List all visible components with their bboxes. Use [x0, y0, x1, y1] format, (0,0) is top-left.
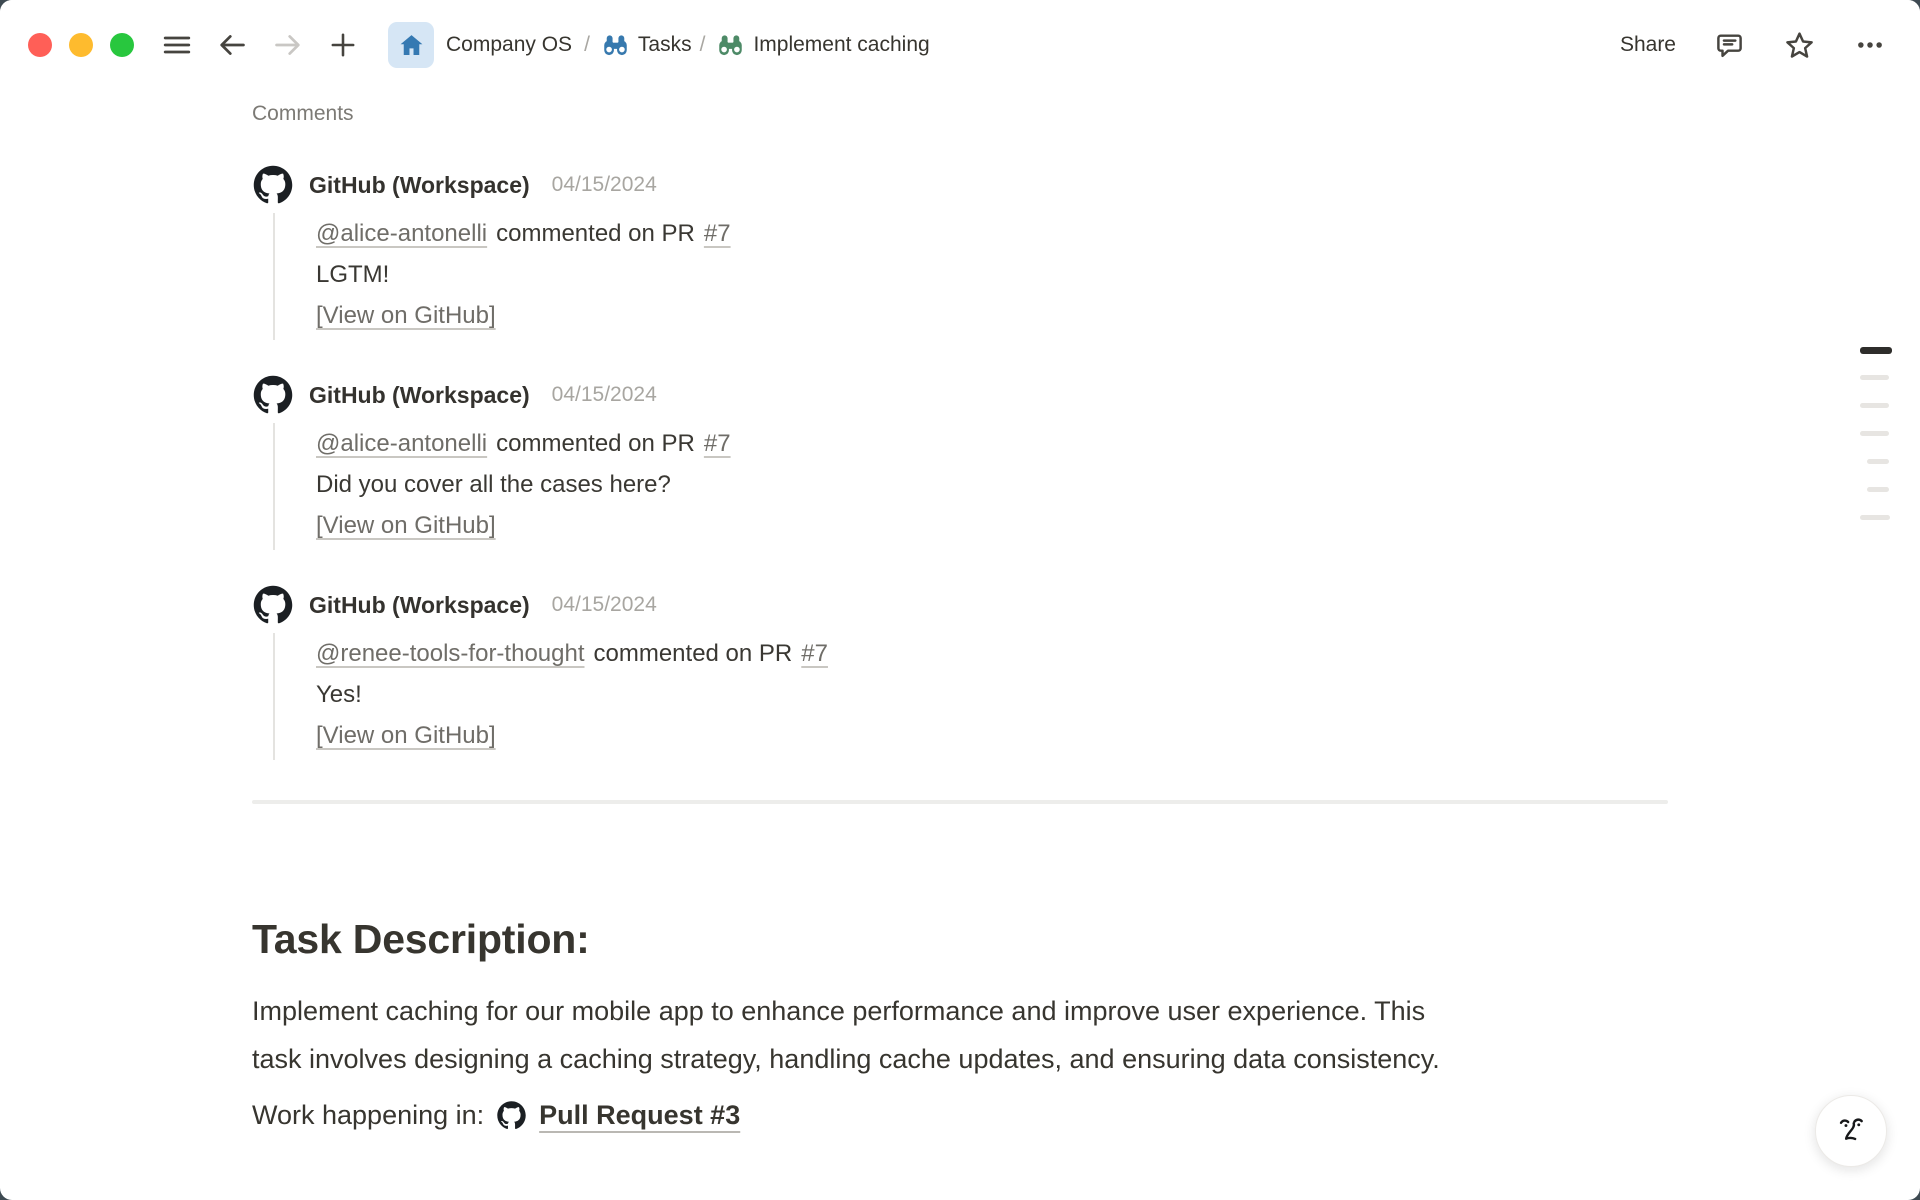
breadcrumb-separator: / — [584, 33, 590, 56]
breadcrumb-tasks[interactable]: Tasks — [598, 32, 692, 59]
comment-action-text: commented on PR — [593, 640, 793, 667]
mention-link[interactable]: @renee-tools-for-thought — [316, 640, 585, 667]
pr-number-link[interactable]: #7 — [703, 430, 731, 457]
view-on-github-link[interactable]: [View on GitHub] — [316, 302, 496, 329]
comment-item — [252, 164, 1668, 340]
toc-dash[interactable] — [1860, 515, 1890, 520]
breadcrumb-company-os[interactable]: Company OS — [446, 33, 573, 56]
comment-date: 04/15/2024 — [551, 593, 657, 616]
github-avatar — [252, 164, 294, 206]
comment-item — [252, 584, 1668, 760]
comments-section-label: Comments — [252, 102, 354, 125]
comments-bubble-icon[interactable] — [1714, 30, 1745, 61]
task-description-paragraph: Implement caching for our mobile app to enhance performance and improve user experience. This task involves designing a caching strategy, handling cache updates, and ensuring data consistency. — [252, 996, 1440, 1074]
favorite-star-icon[interactable] — [1783, 29, 1816, 62]
comment-author: GitHub (Workspace) — [309, 381, 530, 408]
comment-body — [273, 633, 1668, 760]
binoculars-icon-green — [717, 32, 744, 59]
comment-date: 04/15/2024 — [551, 173, 657, 196]
breadcrumb — [442, 32, 930, 59]
work-happening-label: Work happening in: — [252, 1100, 485, 1130]
share-button[interactable]: Share — [1619, 33, 1676, 56]
mention-link[interactable]: @alice-antonelli — [316, 220, 488, 247]
toc-dash[interactable] — [1867, 487, 1889, 492]
work-happening-line — [252, 1100, 1668, 1131]
comment-item — [252, 374, 1668, 550]
zoom-window-button[interactable] — [110, 33, 134, 57]
github-icon — [496, 1100, 527, 1131]
toc-dash[interactable] — [1860, 403, 1889, 408]
task-description-heading: Task Description: — [252, 916, 590, 962]
forward-arrow-icon[interactable] — [272, 29, 304, 61]
pr-number-link[interactable]: #7 — [703, 220, 731, 247]
github-avatar — [252, 584, 294, 626]
new-page-icon[interactable] — [328, 30, 358, 60]
comment-body — [273, 423, 1668, 550]
more-options-icon[interactable] — [1854, 29, 1886, 61]
back-arrow-icon[interactable] — [216, 29, 248, 61]
minimize-window-button[interactable] — [69, 33, 93, 57]
comment-author: GitHub (Workspace) — [309, 591, 530, 618]
toc-dash-active[interactable] — [1860, 347, 1892, 354]
comment-date: 04/15/2024 — [551, 383, 657, 406]
close-window-button[interactable] — [28, 33, 52, 57]
section-divider — [252, 800, 1668, 804]
toc-dash[interactable] — [1860, 375, 1889, 380]
view-on-github-link[interactable]: [View on GitHub] — [316, 512, 496, 539]
toc-dash[interactable] — [1867, 459, 1889, 464]
window-controls — [28, 33, 134, 57]
comment-author: GitHub (Workspace) — [309, 171, 530, 198]
home-icon[interactable] — [388, 22, 434, 68]
breadcrumb-implement-caching[interactable]: Implement caching — [713, 32, 929, 59]
page-content — [252, 102, 1668, 1131]
binoculars-icon-blue — [602, 32, 629, 59]
mention-link[interactable]: @alice-antonelli — [316, 430, 488, 457]
toc-dash[interactable] — [1860, 431, 1889, 436]
comment-text: LGTM! — [316, 261, 390, 288]
view-on-github-link[interactable]: [View on GitHub] — [316, 722, 496, 749]
breadcrumb-separator: / — [699, 33, 706, 56]
sidebar-menu-icon[interactable] — [162, 30, 192, 60]
topbar — [0, 0, 1920, 90]
pr-number-link[interactable]: #7 — [801, 640, 828, 667]
comment-action-text: commented on PR — [496, 430, 695, 457]
ai-face-icon — [1830, 1110, 1872, 1152]
github-avatar — [252, 374, 294, 416]
pull-request-link[interactable]: Pull Request #3 — [539, 1100, 741, 1130]
comment-action-text: commented on PR — [496, 220, 695, 247]
comment-text: Did you cover all the cases here? — [316, 471, 671, 498]
outline-indicator[interactable] — [1860, 347, 1892, 543]
ai-assistant-button[interactable] — [1815, 1095, 1887, 1167]
comment-text: Yes! — [316, 681, 362, 708]
comment-body — [273, 213, 1668, 340]
